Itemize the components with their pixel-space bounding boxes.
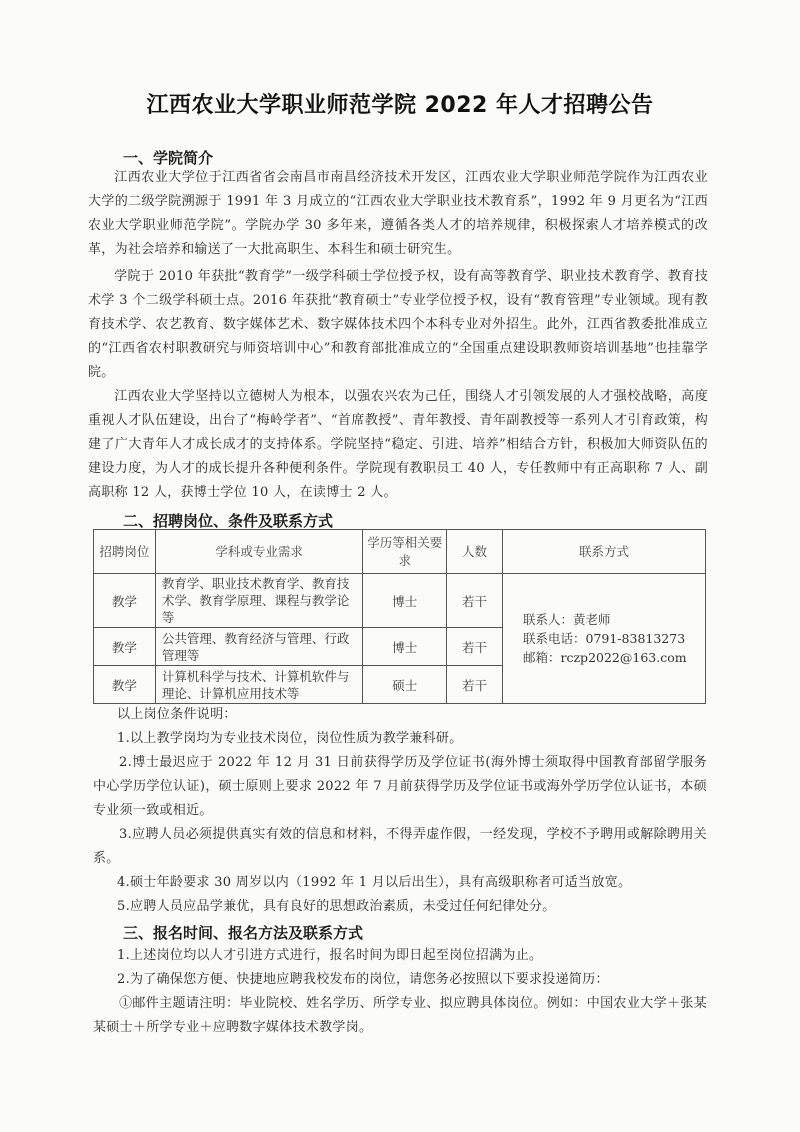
section-1-heading: 一、学院简介 [123,149,214,167]
header-subject: 学科或专业需求 [155,530,362,574]
contact-person: 联系人：黄老师 [523,612,611,627]
cell-contact [503,574,706,704]
note-item: 1.以上教学岗均为专业技术岗位，岗位性质为教学兼科研。 [117,731,463,746]
section-3-heading: 三、报名时间、报名方法及联系方式 [123,924,364,942]
header-count: 人数 [447,530,503,574]
cell-post: 教学 [94,628,156,666]
cell-subject: 教育学、职业技术教育学、教育技术学、教育学原理、课程与教学论等 [155,574,362,628]
intro-paragraph-1: 江西农业大学位于江西省省会南昌市南昌经济技术开发区，江西农业大学职业师范学院作为江西农业大学的二级学院溯源于 1991 年 3 月成立的“江西农业大学职业技术教育系”，1992 年 9 月更名为“江西农业大学职业师范学院”。学院办学 30 多年来，遵循各类人才的培养规律，积极探索人才培养模式的改革，为社会培养和输送了一大批高职生、本科生和硕士研究生。 [88,170,708,257]
cell-post: 教学 [94,666,156,704]
section-2-heading: 二、招聘岗位、条件及联系方式 [123,512,334,530]
cell-degree: 硕士 [363,666,447,704]
cell-subject: 计算机科学与技术、计算机软件与理论、计算机应用技术等 [155,666,362,704]
cell-count: 若干 [447,666,503,704]
notes-title: 以上岗位条件说明： [117,707,237,722]
header-post: 招聘岗位 [94,530,156,574]
note-item: 3.应聘人员必须提供真实有效的信息和材料，不得弄虚作假，一经发现，学校不予聘用或解除聘用关系。 [93,827,707,866]
cell-degree: 博士 [363,628,447,666]
cell-post: 教学 [94,574,156,628]
intro-paragraph-3: 江西农业大学坚持以立德树人为根本，以强农兴农为己任，围绕人才引领发展的人才强校战略，高度重视人才队伍建设，出台了“梅岭学者”、“首席教授”、青年教授、青年副教授等一系列人才引育政策，构建了广大青年人才成长成才的支持体系。学院坚持“稳定、引进、培养”相结合方针，积极加大师资队伍的建设力度，为人才的成长提升各种便利条件。学院现有教职员工 40 人，专任教师中有正高职称 7 人、副高职称 12 人，获博士学位 10 人，在读博士 2 人。 [88,389,708,500]
intro-paragraph-2: 学院于 2010 年获批“教育学”一级学科硕士学位授予权，设有高等教育学、职业技术教育学、教育技术学 3 个二级学科硕士点。2016 年获批“教育硕士”专业学位授予权，设有“教育管理”专业领域。现有教育技术学、农艺教育、数字媒体艺术、数字媒体技术四个本科专业对外招生。此外，江西省教委批准成立的“江西省农村职教研究与师资培训中心”和教育部批准成立的“全国重点建设职教师资培训基地”也挂靠学院。 [88,269,708,380]
note-item: 2.博士最迟应于 2022 年 12 月 31 日前获得学历及学位证书(海外博士须取得中国教育部留学服务中心学历学位认证)，硕士原则上要求 2022 年 7 月前获得学历及学位证书或海外学历学位认证书，本硕专业须一致或相近。 [93,755,707,818]
apply-line: 2.为了确保您方便、快捷地应聘我校发布的岗位，请您务必按照以下要求投递简历： [117,972,609,987]
contact-email[interactable]: 邮箱：rczp2022@163.com [523,650,687,665]
header-contact: 联系方式 [503,530,706,574]
cell-count: 若干 [447,628,503,666]
contact-phone: 联系电话：0791-83813273 [523,631,686,646]
document-title: 江西农业大学职业师范学院 2022 年人才招聘公告 [146,93,654,118]
apply-line: ①邮件主题请注明：毕业院校、姓名学历、所学专业、拟应聘具体岗位。例如：中国农业大学＋张某某硕士＋所学专业＋应聘数字媒体技术教学岗。 [93,996,707,1035]
header-degree: 学历等相关要求 [363,530,447,574]
cell-subject: 公共管理、教育经济与管理、行政管理等 [155,628,362,666]
apply-line: 1.上述岗位均以人才引进方式进行，报名时间为即日起至岗位招满为止。 [117,948,543,963]
cell-degree: 博士 [363,574,447,628]
cell-count: 若干 [447,574,503,628]
table-row [94,574,706,628]
note-item: 5.应聘人员应品学兼优，具有良好的思想政治素质，未受过任何纪律处分。 [117,899,556,914]
positions-table [93,529,706,704]
table-header-row [94,530,706,574]
note-item: 4.硕士年龄要求 30 周岁以内（1992 年 1 月以后出生），具有高级职称者可适当放宽。 [117,875,632,890]
